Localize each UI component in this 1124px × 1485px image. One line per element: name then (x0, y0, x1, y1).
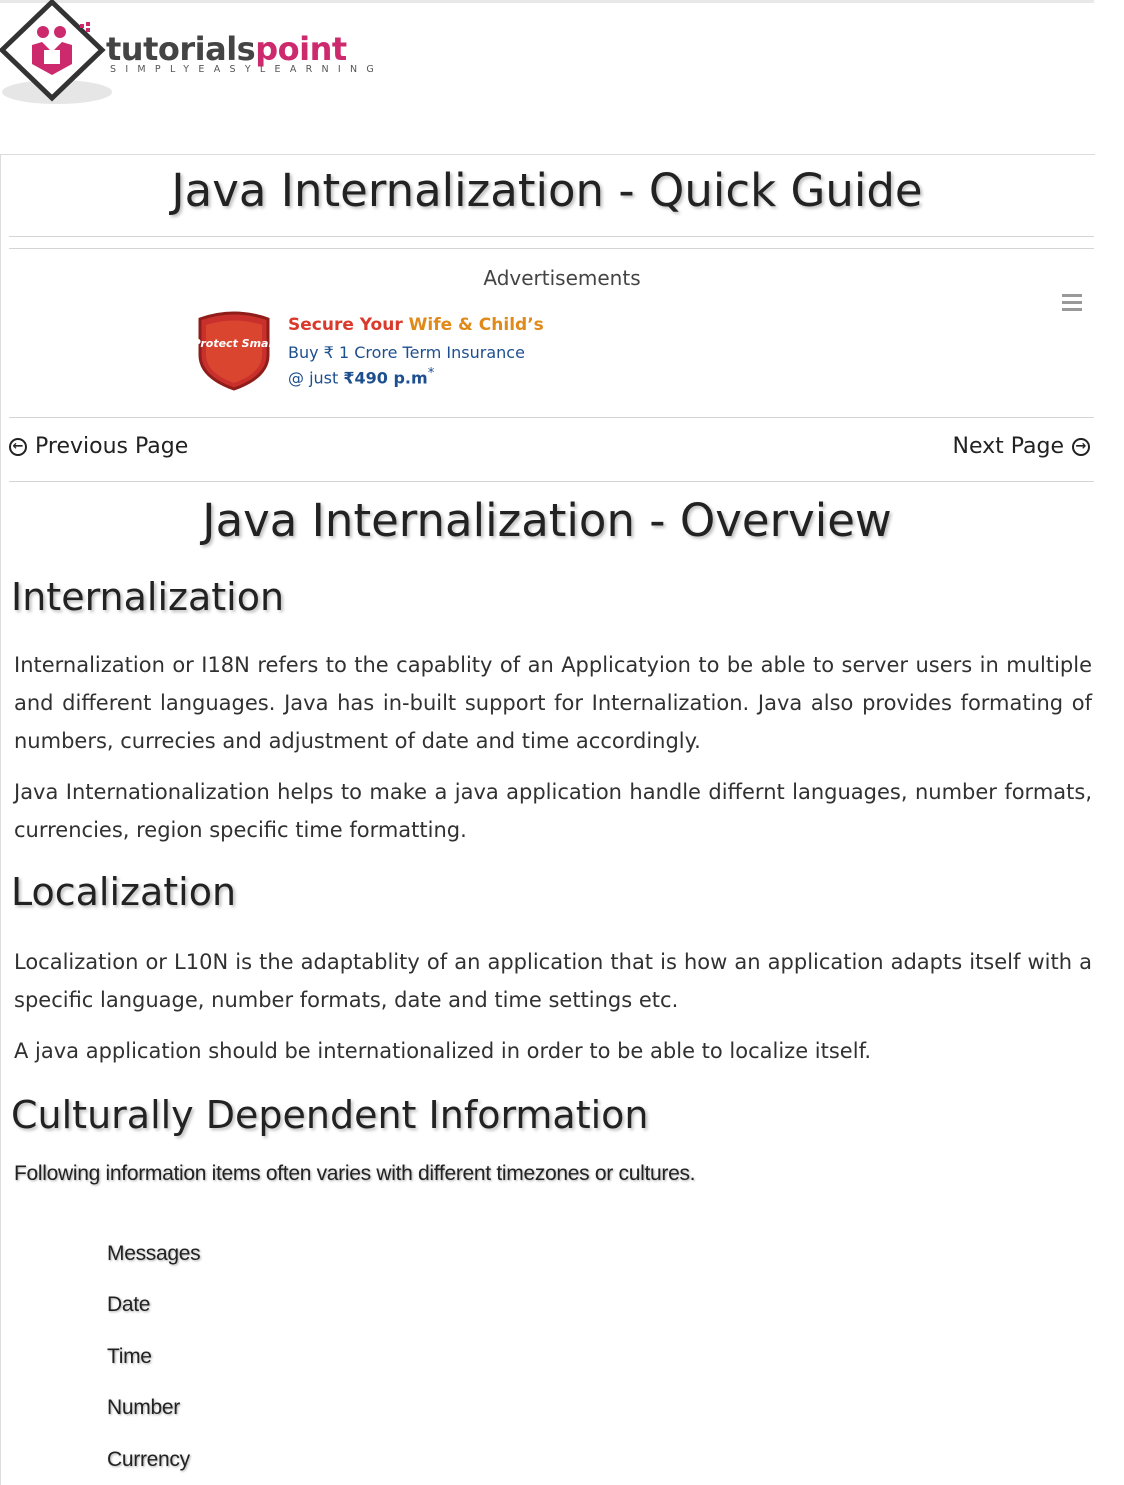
list-item: Number (107, 1396, 180, 1419)
section-title: Java Internalization - Overview (202, 494, 892, 547)
heading-internalization: Internalization (11, 575, 285, 619)
paragraph: Localization or L10N is the adaptablity of an application that is how an application adapts itself with a specific language, number formats, date and time settings etc. (14, 950, 1092, 1012)
heading-localization: Localization (11, 870, 237, 914)
ad-menu-icon[interactable] (1062, 294, 1082, 315)
list-item: Date (107, 1293, 151, 1316)
list-item: Currency (107, 1448, 190, 1471)
ad-headline: Secure Your Wife & Child’s (288, 315, 544, 335)
previous-page-link[interactable] (9, 434, 188, 459)
shield-icon (188, 311, 280, 391)
site-logo[interactable] (0, 0, 384, 110)
list-item: Messages (107, 1242, 201, 1265)
cultural-intro: Following information items often varies with different timezones or cultures. (14, 1162, 696, 1185)
divider (9, 236, 1094, 237)
logo-tagline: SIMPLYEASYLEARNING (110, 64, 384, 75)
ad-price: @ just ₹490 p.m* (288, 366, 435, 388)
paragraph: Java Internationalization helps to make a java application handle differnt languages, number formats, currencies, region specific time formatting. (14, 780, 1092, 842)
list-item: Time (107, 1345, 152, 1368)
next-page-label: Next Page (952, 434, 1064, 459)
previous-page-label: Previous Page (35, 434, 189, 459)
heading-culturally-dependent: Culturally Dependent Information (11, 1093, 649, 1137)
page-title: Java Internalization - Quick Guide (171, 164, 923, 217)
paragraph: A java application should be internationalized in order to be able to localize itself. (14, 1039, 872, 1063)
divider (9, 417, 1094, 418)
ad-subline: Buy ₹ 1 Crore Term Insurance (288, 343, 525, 362)
ad-badge-text: iProtect Smart (188, 337, 280, 350)
divider (9, 248, 1094, 249)
logo-wordmark: tutorialspoint (106, 30, 347, 68)
arrow-right-circle-icon: → (1072, 438, 1090, 456)
paragraph: Internalization or I18N refers to the capablity of an Applicatyion to be able to server users in multiple and different languages. Java has in-built support for Internalization. Java also provides formating of numbers, currecies and adjustment of date and time accordingly. (14, 653, 1092, 753)
next-page-link[interactable] (952, 434, 1090, 459)
arrow-left-circle-icon: ← (9, 438, 27, 456)
logo-icon (0, 0, 115, 108)
divider (9, 481, 1094, 482)
advertisements-label: Advertisements (483, 266, 641, 290)
ad-banner[interactable] (188, 311, 544, 391)
